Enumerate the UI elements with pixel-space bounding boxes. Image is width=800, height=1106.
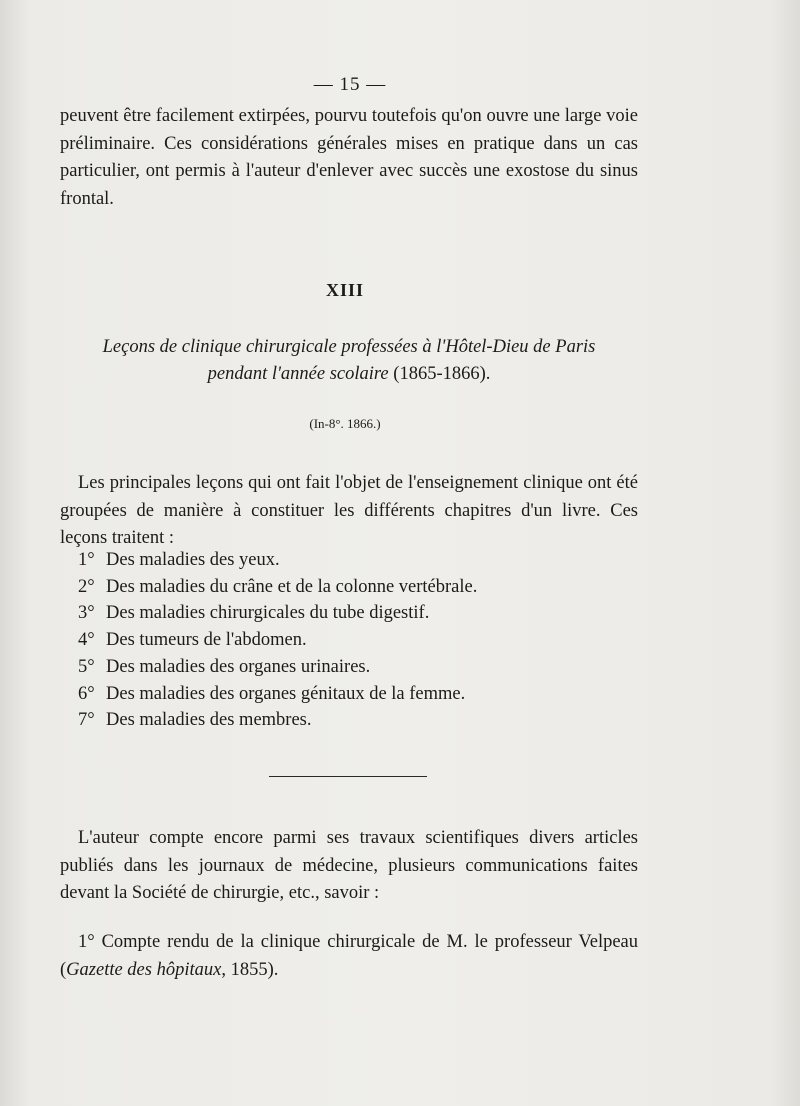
list-item — [78, 681, 477, 708]
list-item-text: Des tumeurs de l'abdomen. — [106, 630, 307, 651]
work-title-line-2: pendant l'année scolaire — [207, 364, 389, 384]
intro-text: peuvent être facilement extirpées, pourvu toutefois qu'on ouvre une large voie préliminaire. Ces considérations générales mises en pratique dans un cas particulier, ont permis à l'auteur d'enlever avec succès une exostose du sinus frontal. — [60, 106, 638, 209]
publication-journal: Gazette des hôpitaux — [66, 959, 222, 980]
section-heading: XIII — [325, 280, 364, 300]
list-item-text: Des maladies des organes génitaux de la femme. — [106, 683, 466, 704]
list-item-number: 1° — [78, 550, 95, 570]
list-item-number: 2° — [78, 576, 95, 597]
list-item-number: 6° — [78, 683, 95, 704]
intro-paragraph — [60, 103, 638, 213]
closing-paragraph — [60, 825, 638, 908]
list-item — [78, 627, 477, 654]
closing-text: L'auteur compte encore parmi ses travaux scientifiques divers articles publiés dans les journaux de médecine, plusieurs communications faites devant la Société de chirurgie, etc., savoir : — [60, 828, 638, 903]
format-note: (In-8°. 1866.) — [309, 416, 381, 431]
work-title-years: (1865-1866). — [393, 364, 491, 384]
list-item-text: Des maladies des membres. — [106, 710, 312, 731]
list-item-number: 3° — [78, 603, 95, 624]
publication-year: , 1855). — [221, 959, 279, 980]
summary-paragraph — [60, 470, 638, 553]
list-item-number: 4° — [78, 630, 95, 651]
list-item — [78, 707, 477, 734]
publication-description: Compte rendu de la clinique chirurgicale de M. le professeur Velpeau ( — [60, 932, 639, 980]
publication-number: 1° — [78, 932, 95, 952]
list-item — [78, 654, 477, 681]
list-item-number: 7° — [78, 710, 95, 731]
list-item — [78, 574, 477, 601]
lessons-list — [78, 547, 477, 734]
publication-text — [60, 929, 638, 984]
list-item-text: Des maladies du crâne et de la colonne vertébrale. — [106, 576, 478, 597]
summary-text: Les principales leçons qui ont fait l'objet de l'enseignement clinique ont été groupées de manière à constituer les différents chapitres d'un livre. Ces leçons traitent : — [60, 473, 638, 548]
publication-item — [60, 929, 638, 984]
list-item — [78, 600, 477, 627]
list-item-text: Des maladies chirurgicales du tube digestif. — [106, 603, 430, 624]
work-title — [60, 334, 638, 388]
list-item-text: Des maladies des yeux. — [106, 550, 280, 570]
list-item — [78, 547, 477, 574]
list-item-text: Des maladies des organes urinaires. — [106, 656, 371, 677]
section-divider — [269, 776, 427, 777]
page-number: — 15 — — [313, 74, 387, 95]
list-item-number: 5° — [78, 656, 95, 677]
work-title-line-1: Leçons de clinique chirurgicale professées à l'Hôtel-Dieu de Paris — [102, 337, 596, 357]
